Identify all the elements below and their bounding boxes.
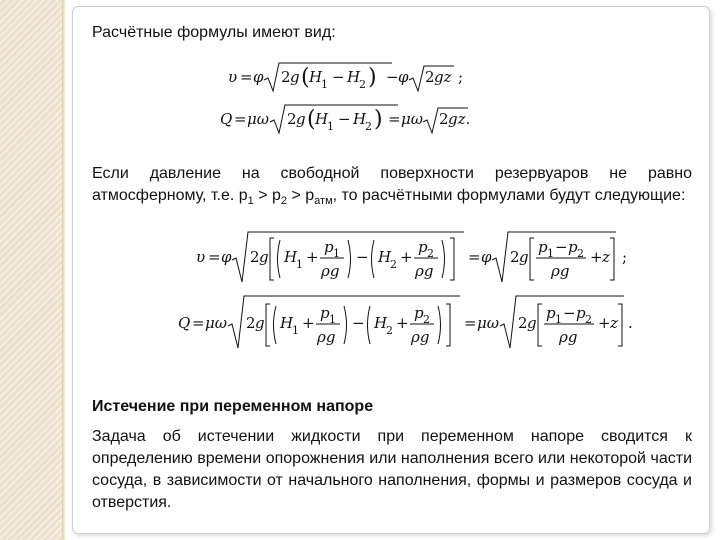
svg-text:g: g [519, 248, 529, 266]
svg-text:2: 2 [439, 110, 449, 128]
svg-text:1: 1 [547, 247, 554, 260]
svg-text:Q: Q [178, 314, 191, 332]
formula-velocity-simple [228, 58, 468, 98]
svg-text:H: H [315, 110, 329, 128]
svg-text:H: H [284, 248, 298, 266]
svg-text:−: − [332, 68, 345, 86]
svg-text:+: + [302, 314, 315, 332]
svg-text:g: g [527, 314, 537, 332]
pressure-text-part: Если давление на свободной поверхности резервуаров не равно атмосферному, т.е. p [92, 165, 692, 204]
svg-text:(: ( [301, 65, 310, 90]
svg-text:2: 2 [518, 314, 528, 332]
svg-text:.: . [628, 314, 633, 332]
svg-text:ρg: ρg [559, 328, 578, 346]
svg-text:υ: υ [196, 248, 206, 266]
decorative-sidebar [0, 0, 62, 540]
svg-text:2: 2 [510, 248, 520, 266]
svg-text:=: = [240, 68, 253, 86]
svg-text:): ) [368, 65, 377, 90]
svg-text:=: = [192, 314, 205, 332]
svg-text:+: + [590, 248, 603, 266]
svg-text:=: = [234, 110, 247, 128]
svg-text:2: 2 [423, 313, 430, 326]
svg-text:1: 1 [329, 313, 336, 326]
svg-text:ρg: ρg [321, 262, 340, 280]
svg-text:+: + [598, 314, 611, 332]
svg-text:2: 2 [365, 120, 372, 133]
sidebar-edge [62, 0, 65, 540]
svg-text:ρg: ρg [551, 262, 570, 280]
pressure-text-part: > p [287, 187, 315, 204]
svg-text:−: − [338, 110, 351, 128]
svg-text:H: H [309, 68, 323, 86]
svg-text:p: p [418, 238, 428, 256]
svg-text:2: 2 [287, 110, 297, 128]
svg-text:g: g [259, 248, 269, 266]
svg-text:1: 1 [296, 258, 303, 271]
svg-text:φ: φ [481, 248, 492, 266]
svg-text:z: z [602, 248, 610, 266]
svg-text:2: 2 [577, 247, 584, 260]
svg-text:μω: μω [401, 110, 423, 128]
svg-text:z: z [610, 314, 618, 332]
svg-text:φ: φ [221, 248, 232, 266]
subscript: 2 [280, 195, 288, 208]
svg-text:p: p [568, 238, 578, 256]
svg-text:1: 1 [333, 247, 340, 260]
svg-text:−: − [555, 238, 568, 256]
svg-text:gz: gz [434, 68, 452, 86]
svg-text:g: g [255, 314, 265, 332]
svg-text:1: 1 [327, 120, 334, 133]
svg-text:2: 2 [585, 313, 592, 326]
svg-text:1: 1 [555, 313, 562, 326]
svg-text:(: ( [307, 107, 316, 132]
svg-text:): ) [374, 107, 383, 132]
svg-text:2: 2 [281, 68, 291, 86]
svg-text:H: H [353, 110, 367, 128]
svg-text:−: − [563, 304, 576, 322]
svg-text:p: p [414, 304, 424, 322]
svg-text:−: − [352, 314, 365, 332]
subscript: 1 [247, 195, 254, 208]
svg-text:+: + [306, 248, 319, 266]
svg-text:p: p [546, 304, 556, 322]
svg-text:μω: μω [477, 314, 499, 332]
formula-flow-simple [220, 100, 480, 140]
section-heading: Истечение при переменном напоре [92, 398, 374, 415]
svg-text:2: 2 [427, 247, 434, 260]
svg-text:H: H [374, 314, 388, 332]
svg-text:=: = [208, 248, 221, 266]
svg-text:ρg: ρg [415, 262, 434, 280]
svg-text:2: 2 [390, 258, 397, 271]
svg-text:φ: φ [253, 68, 264, 86]
svg-text:2: 2 [425, 68, 435, 86]
svg-text:μω: μω [205, 314, 227, 332]
svg-text:g: g [290, 68, 300, 86]
svg-text:g: g [296, 110, 306, 128]
svg-text:μω: μω [247, 110, 269, 128]
svg-text:p: p [538, 238, 548, 256]
formula-velocity-pressure [196, 228, 646, 288]
pressure-text-part: , то расчётными формулами будут следующие: [332, 187, 686, 204]
svg-text:;: ; [458, 68, 464, 86]
svg-text:Q: Q [220, 110, 233, 128]
svg-text:2: 2 [250, 248, 260, 266]
svg-text:=: = [388, 110, 401, 128]
svg-text:+: + [400, 248, 413, 266]
svg-text:ρg: ρg [317, 328, 336, 346]
svg-text:2: 2 [359, 78, 366, 91]
svg-text:gz.: gz. [448, 110, 471, 128]
svg-text:H: H [280, 314, 294, 332]
svg-text:=: = [464, 314, 477, 332]
svg-text:p: p [320, 304, 330, 322]
svg-text:φ: φ [398, 68, 409, 86]
subscript: атм [314, 195, 333, 208]
svg-text:1: 1 [292, 324, 299, 337]
svg-text:p: p [576, 304, 586, 322]
pressure-text-part: > p [253, 187, 281, 204]
pressure-condition-text [92, 163, 692, 212]
svg-text:H: H [378, 248, 392, 266]
svg-text:−: − [356, 248, 369, 266]
svg-text:−: − [386, 68, 399, 86]
svg-text:p: p [324, 238, 334, 256]
svg-text:υ: υ [228, 68, 238, 86]
formula-flow-pressure [178, 292, 648, 354]
svg-text:H: H [347, 68, 361, 86]
svg-text:+: + [396, 314, 409, 332]
svg-text:;: ; [622, 248, 628, 266]
svg-text:2: 2 [386, 324, 393, 337]
svg-text:1: 1 [321, 78, 328, 91]
svg-text:2: 2 [246, 314, 256, 332]
svg-text:=: = [468, 248, 481, 266]
section-body: Задача об истечении жидкости при переменном напоре сводится к определению времени опорожнения или наполнения всего или некоторой части сосуда, в зависимости от начального наполнения, формы и размеров сосуда и отверстия. [92, 428, 692, 511]
intro-text: Расчётные формулы имеют вид: [92, 24, 336, 41]
svg-text:ρg: ρg [411, 328, 430, 346]
